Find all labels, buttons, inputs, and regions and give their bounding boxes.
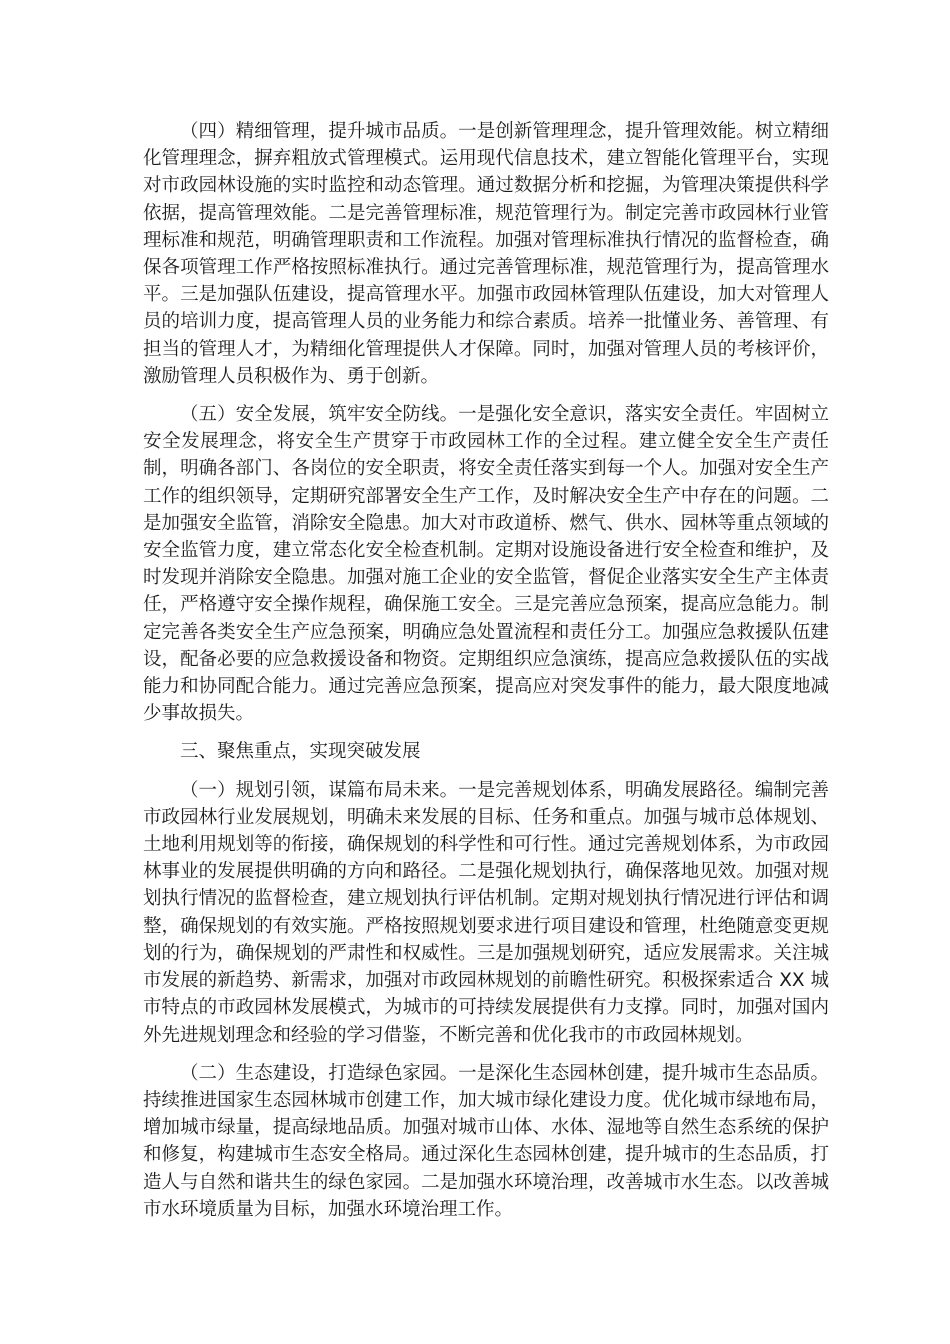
paragraph-subsection-1: （一）规划引领，谋篇布局未来。一是完善规划体系，明确发展路径。编制完善市政园林行业发展规划，明确未来发展的目标、任务和重点。加强与城市总体规划、土地利用规划等的衔接，确保规划的科学性和可行性。通过完善规划体系，为市政园林事业的发展提供明确的方向和路径。二是强化规划执行，确保落地见效。加强对规划执行情况的监督检查，建立规划执行评估机制。定期对规划执行情况进行评估和调整，确保规划的有效实施。严格按照规划要求进行项目建设和管理，杜绝随意变更规划的行为，确保规划的严肃性和权威性。三是加强规划研究，适应发展需求。关注城市发展的新趋势、新需求，加强对市政园林规划的前瞻性研究。积极探索适合 XX 城市特点的市政园林发展模式，为城市的可持续发展提供有力支撑。同时，加强对国内外先进规划理念和经验的学习借鉴，不断完善和优化我市的市政园林规划。 xyxy=(143,779,829,1046)
paragraph-section-4: （四）精细管理，提升城市品质。一是创新管理理念，提升管理效能。树立精细化管理理念，摒弃粗放式管理模式。运用现代信息技术，建立智能化管理平台，实现对市政园林设施的实时监控和动态管理。通过数据分析和挖掘，为管理决策提供科学依据，提高管理效能。二是完善管理标准，规范管理行为。制定完善市政园林行业管理标准和规范，明确管理职责和工作流程。加强对管理标准执行情况的监督检查，确保各项管理工作严格按照标准执行。通过完善管理标准，规范管理行为，提高管理水平。三是加强队伍建设，提高管理水平。加强市政园林管理队伍建设，加大对管理人员的培训力度，提高管理人员的业务能力和综合素质。培养一批懂业务、善管理、有担当的管理人才，为精细化管理提供人才保障。同时，加强对管理人员的考核评价，激励管理人员积极作为、勇于创新。 xyxy=(143,121,829,387)
paragraph-subsection-2: （二）生态建设，打造绿色家园。一是深化生态园林创建，提升城市生态品质。持续推进国家生态园林城市创建工作，加大城市绿化建设力度。优化城市绿地布局，增加城市绿量，提高绿地品质。加强对城市山体、水体、湿地等自然生态系统的保护和修复，构建城市生态安全格局。通过深化生态园林创建，提升城市的生态品质，打造人与自然和谐共生的绿色家园。二是加强水环境治理，改善城市水生态。以改善城市水环境质量为目标，加强水环境治理工作。 xyxy=(143,1062,829,1220)
section-heading-3: 三、聚焦重点，实现突破发展 xyxy=(180,741,421,763)
document-page xyxy=(143,118,829,1234)
paragraph-section-5: （五）安全发展，筑牢安全防线。一是强化安全意识，落实安全责任。牢固树立安全发展理念，将安全生产贯穿于市政园林工作的全过程。建立健全安全生产责任制，明确各部门、各岗位的安全职责，将安全责任落实到每一个人。加强对安全生产工作的组织领导，定期研究部署安全生产工作，及时解决安全生产中存在的问题。二是加强安全监管，消除安全隐患。加大对市政道桥、燃气、供水、园林等重点领域的安全监管力度，建立常态化安全检查机制。定期对设施设备进行安全检查和维护，及时发现并消除安全隐患。加强对施工企业的安全监管，督促企业落实安全生产主体责任，严格遵守安全操作规程，确保施工安全。三是完善应急预案，提高应急能力。制定完善各类安全生产应急预案，明确应急处置流程和责任分工。加强应急救援队伍建设，配备必要的应急救援设备和物资。定期组织应急演练，提高应急救援队伍的实战能力和协同配合能力。通过完善应急预案，提高应对突发事件的能力，最大限度地减少事故损失。 xyxy=(143,404,829,725)
